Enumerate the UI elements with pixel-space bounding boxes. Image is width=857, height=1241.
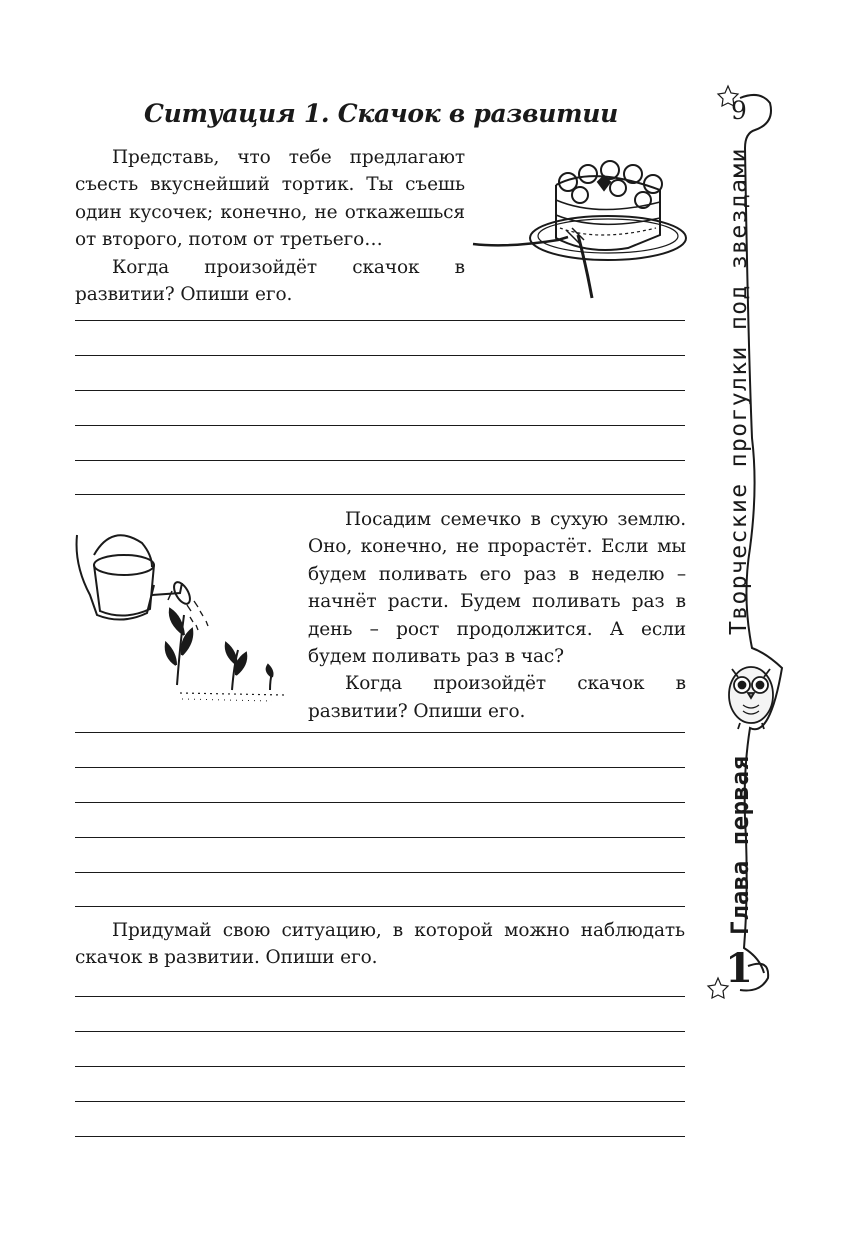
owl-icon [718, 655, 784, 735]
cake-illustration [468, 140, 690, 305]
series-title: Творческие прогулки под звездами [726, 147, 752, 635]
page-title: Ситуация 1. Скачок в развитии [144, 99, 618, 128]
answer-lines-3[interactable] [75, 996, 685, 1138]
cake-paragraph: Представь, что тебе предлагают съесть вкуснейший тортик. Ты съешь один кусочек; конечно, не откажешься от второго, потом от третьего… [75, 147, 465, 251]
seed-paragraph: Посадим семечко в сухую землю. Оно, конечно, не прорастёт. Если мы будем поливать его раз в неделю – начнёт расти. Будем поливать раз в день – рост продолжится. А если будем поливать раз в час? [308, 509, 686, 668]
page-number: 9 [731, 96, 747, 125]
own-situation-text [75, 917, 685, 972]
own-situation-prompt: Придумай свою ситуацию, в которой можно наблюдать скачок в развитии. Опиши его. [75, 920, 685, 969]
chapter-number: 1 [725, 945, 753, 992]
situation-text-cake [75, 144, 465, 308]
watering-can-illustration [72, 525, 290, 715]
answer-lines-2[interactable] [75, 732, 685, 908]
seed-question: Когда произойдёт скачок в развитии? Опиши его. [308, 673, 686, 722]
chapter-label: Глава первая [726, 755, 754, 935]
cake-question: Когда произойдёт скачок в развитии? Опиши его. [75, 256, 465, 306]
situation-text-seed [308, 506, 686, 725]
answer-lines-1[interactable] [75, 320, 685, 496]
